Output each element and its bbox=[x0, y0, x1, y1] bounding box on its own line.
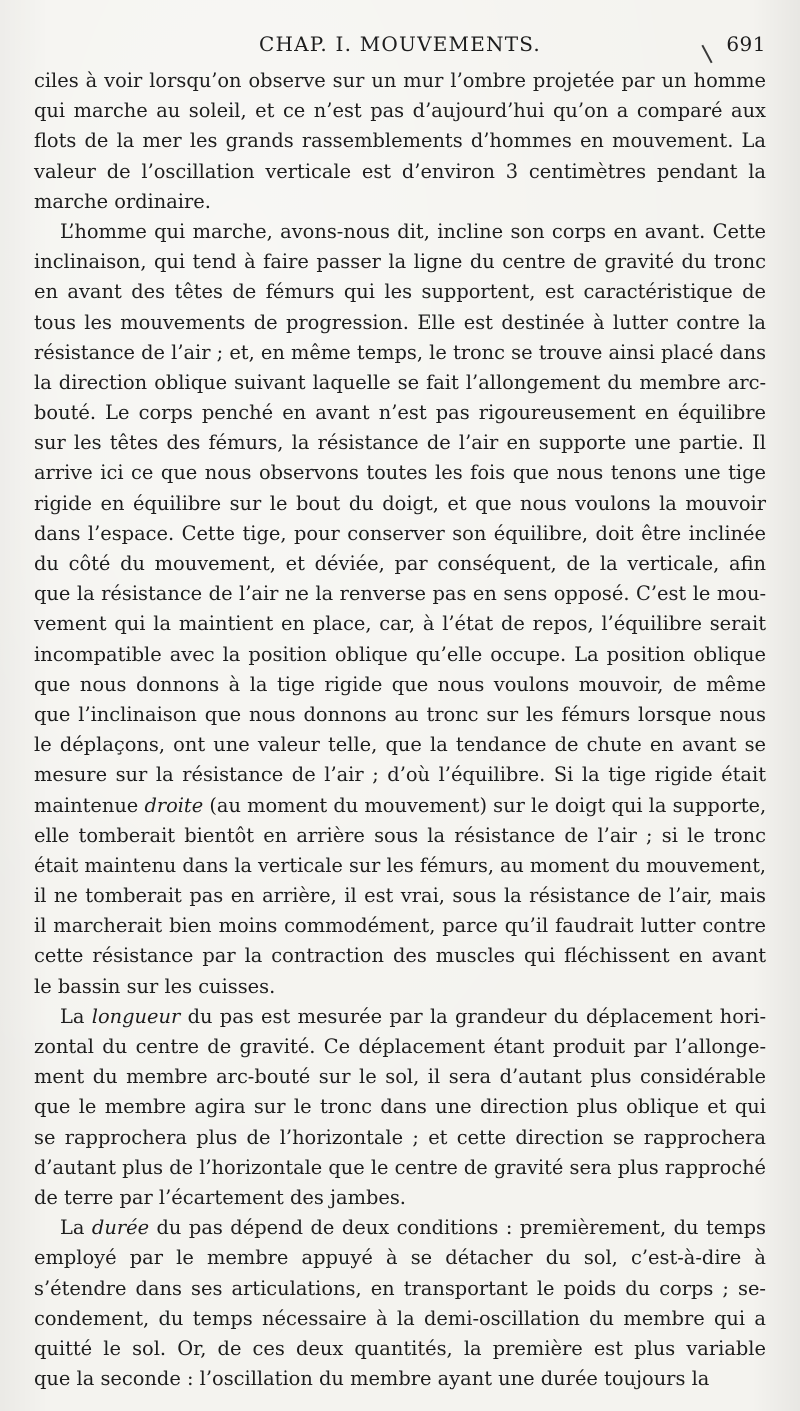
text-line bbox=[34, 549, 766, 579]
text-segment: résistance de l’air ; et, en même temps, le tronc se trouve ainsi placé dans bbox=[34, 340, 767, 364]
text-segment: bouté. Le corps penché en avant n’est pas rigoureusement en équilibre bbox=[34, 401, 766, 425]
paragraph bbox=[34, 1213, 766, 1394]
text-segment: tous les mouvements de progression. Elle est destinée à lutter contre la bbox=[34, 310, 766, 334]
text-line bbox=[34, 911, 766, 941]
text-segment: était maintenu dans la verticale sur les fémurs, au moment du mouvement, bbox=[34, 853, 766, 877]
text-segment: La bbox=[60, 1216, 92, 1240]
page-number: 691 bbox=[726, 32, 766, 56]
text-segment: zontal du centre de gravité. Ce déplacement étant produit par l’allonge- bbox=[34, 1035, 766, 1058]
text-line bbox=[34, 187, 766, 217]
text-segment: quitté le sol. Or, de ces deux quantités, la première est plus variable bbox=[34, 1336, 766, 1360]
running-header bbox=[0, 30, 800, 62]
paragraph bbox=[34, 66, 766, 217]
text-line bbox=[34, 579, 766, 609]
text-segment: La bbox=[60, 1004, 92, 1028]
text-line bbox=[34, 609, 766, 639]
text-line bbox=[34, 308, 766, 338]
text-segment: le bassin sur les cuisses. bbox=[34, 974, 276, 998]
paragraph bbox=[34, 1002, 766, 1213]
text-segment: que l’inclinaison que nous donnons au tronc sur les fémurs lorsque nous bbox=[34, 702, 766, 726]
text-segment: marche ordinaire. bbox=[34, 189, 211, 213]
text-segment: en avant des têtes de fémurs qui les supportent, est caractéristique de bbox=[34, 280, 766, 304]
text-segment: de terre par l’écartement des jambes. bbox=[34, 1185, 406, 1209]
text-segment: il marcherait bien moins commodément, parce qu’il faudrait lutter contre bbox=[34, 914, 766, 938]
text-segment: arrive ici ce que nous observons toutes les fois que nous tenons une tige bbox=[34, 461, 766, 485]
text-line bbox=[34, 428, 766, 458]
text-line bbox=[34, 338, 766, 368]
text-line bbox=[34, 640, 766, 670]
text-line bbox=[34, 1002, 766, 1032]
text-segment: inclinaison, qui tend à faire passer la ligne du centre de gravité du tronc bbox=[34, 250, 766, 274]
text-segment: d’autant plus de l’horizontale que le centre de gravité sera plus rapproché bbox=[34, 1155, 766, 1179]
text-segment: rigide en équilibre sur le bout du doigt, et que nous voulons la mouvoir bbox=[34, 491, 766, 515]
text-line bbox=[34, 1243, 766, 1273]
text-segment: ciles à voir lorsqu’on observe sur un mur l’ombre projetée par un homme bbox=[34, 69, 766, 92]
text-line bbox=[34, 1213, 766, 1243]
text-line bbox=[34, 157, 766, 187]
text-line bbox=[34, 1062, 766, 1092]
text-segment: flots de la mer les grands rassemblements d’hommes en mouvement. La bbox=[34, 129, 766, 153]
text-segment: elle tomberait bientôt en arrière sous la résistance de l’air ; si le tronc bbox=[34, 823, 766, 847]
text-line bbox=[34, 881, 766, 911]
text-line bbox=[34, 1092, 766, 1122]
text-segment: incompatible avec la position oblique qu’elle occupe. La position oblique bbox=[34, 642, 766, 666]
text-line bbox=[34, 700, 766, 730]
text-line bbox=[34, 1364, 766, 1394]
text-line bbox=[34, 941, 766, 971]
text-segment: sur les têtes des fémurs, la résistance de l’air en supporte une partie. Il bbox=[34, 431, 766, 455]
text-line bbox=[34, 247, 766, 277]
text-segment: que la résistance de l’air ne la renverse pas en sens opposé. C’est le mou- bbox=[34, 582, 766, 606]
text-line bbox=[34, 972, 766, 1002]
text-line bbox=[34, 489, 766, 519]
text-line bbox=[34, 368, 766, 398]
text-segment: le déplaçons, ont une valeur telle, que la tendance de chute en avant se bbox=[34, 733, 766, 757]
text-segment: que le membre agira sur le tronc dans une direction plus oblique et qui bbox=[34, 1095, 766, 1119]
text-line bbox=[34, 851, 766, 881]
text-segment: s’étendre dans ses articulations, en transportant le poids du corps ; se- bbox=[34, 1276, 766, 1300]
text-segment: maintenue bbox=[34, 793, 145, 817]
text-line bbox=[34, 1183, 766, 1213]
body-text bbox=[34, 66, 766, 1394]
text-segment: se rapprochera plus de l’horizontale ; et cette direction se rapprochera bbox=[34, 1125, 766, 1149]
text-segment: valeur de l’oscillation verticale est d’environ 3 centimètres pendant la bbox=[34, 159, 766, 183]
text-segment: condement, du temps nécessaire à la demi-oscillation du membre qui a bbox=[34, 1306, 766, 1330]
text-line bbox=[34, 821, 766, 851]
chapter-title: CHAP. I. MOUVEMENTS. bbox=[259, 32, 541, 56]
text-line bbox=[34, 760, 766, 790]
paragraph bbox=[34, 217, 766, 1002]
text-line bbox=[34, 458, 766, 488]
italic-text: droite bbox=[144, 793, 204, 817]
text-line bbox=[34, 1032, 766, 1062]
text-line bbox=[34, 730, 766, 760]
text-segment: il ne tomberait pas en arrière, il est vrai, sous la résistance de l’air, mais bbox=[34, 884, 766, 908]
text-segment: la direction oblique suivant laquelle se fait l’allongement du membre arc- bbox=[34, 370, 766, 394]
text-line bbox=[34, 670, 766, 700]
text-line bbox=[34, 277, 766, 307]
text-line bbox=[34, 96, 766, 126]
text-segment: employé par le membre appuyé à se détacher du sol, c’est-à-dire à bbox=[34, 1246, 766, 1270]
text-line bbox=[34, 1123, 766, 1153]
italic-text: durée bbox=[91, 1216, 150, 1240]
text-segment: vement qui la maintient en place, car, à l’état de repos, l’équilibre serait bbox=[34, 612, 766, 636]
text-segment: que la seconde : l’oscillation du membre ayant une durée toujours la bbox=[34, 1367, 710, 1391]
text-line bbox=[34, 791, 766, 821]
text-segment: du côté du mouvement, et déviée, par conséquent, de la verticale, afin bbox=[34, 552, 766, 575]
text-segment: dans l’espace. Cette tige, pour conserver son équilibre, doit être inclinée bbox=[34, 521, 766, 545]
italic-text: longueur bbox=[91, 1004, 181, 1028]
text-line bbox=[34, 519, 766, 549]
text-line bbox=[34, 1334, 766, 1364]
text-segment: du pas est mesurée par la grandeur du déplacement hori- bbox=[180, 1004, 766, 1028]
text-line bbox=[34, 1304, 766, 1334]
text-segment: mesure sur la résistance de l’air ; d’où l’équilibre. Si la tige rigide était bbox=[34, 763, 766, 787]
text-segment: du pas dépend de deux conditions : premièrement, du temps bbox=[149, 1216, 766, 1240]
text-segment: (au moment du mouvement) sur le doigt qui la supporte, bbox=[203, 793, 767, 817]
text-segment: ment du membre arc-bouté sur le sol, il sera d’autant plus considérable bbox=[34, 1065, 766, 1089]
text-segment: qui marche au soleil, et ce n’est pas d’aujourd’hui qu’on a comparé aux bbox=[34, 99, 766, 123]
text-line bbox=[34, 398, 766, 428]
text-line bbox=[34, 66, 766, 96]
text-line bbox=[34, 217, 766, 247]
text-segment: L’homme qui marche, avons-nous dit, incline son corps en avant. Cette bbox=[60, 219, 766, 243]
text-segment: cette résistance par la contraction des muscles qui fléchissent en avant bbox=[34, 944, 766, 968]
text-line bbox=[34, 1153, 766, 1183]
text-line bbox=[34, 126, 766, 156]
text-segment: que nous donnons à la tige rigide que nous voulons mouvoir, de même bbox=[34, 672, 766, 696]
text-line bbox=[34, 1274, 766, 1304]
